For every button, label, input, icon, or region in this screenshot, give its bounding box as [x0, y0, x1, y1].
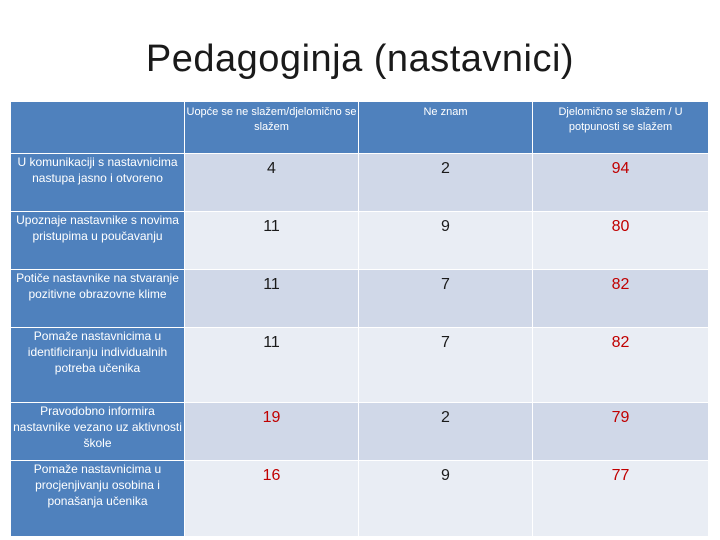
- row-label: Upoznaje nastavnike s novima pristupima u poučavanju: [11, 212, 185, 270]
- value-disagree: 19: [185, 403, 359, 461]
- value-dont-know: 9: [359, 461, 533, 537]
- row-label: U komunikaciji s nastavnicima nastupa jasno i otvoreno: [11, 154, 185, 212]
- table-row: [11, 403, 709, 461]
- column-header-agree: Djelomično se slažem / U potpunosti se slažem: [533, 102, 709, 154]
- row-label: Potiče nastavnike na stvaranje pozitivne obrazovne klime: [11, 270, 185, 328]
- value-disagree: 11: [185, 270, 359, 328]
- row-label: Pravodobno informira nastavnike vezano uz aktivnosti škole: [11, 403, 185, 461]
- value-disagree: 16: [185, 461, 359, 537]
- header-corner: [11, 102, 185, 154]
- value-dont-know: 2: [359, 403, 533, 461]
- value-agree: 82: [533, 328, 709, 403]
- value-dont-know: 7: [359, 270, 533, 328]
- value-agree: 82: [533, 270, 709, 328]
- table-row: [11, 212, 709, 270]
- value-disagree: 11: [185, 328, 359, 403]
- value-agree: 94: [533, 154, 709, 212]
- value-dont-know: 9: [359, 212, 533, 270]
- table-row: [11, 154, 709, 212]
- table-row: [11, 328, 709, 403]
- value-agree: 77: [533, 461, 709, 537]
- value-disagree: 4: [185, 154, 359, 212]
- row-label: Pomaže nastavnicima u procjenjivanju osobina i ponašanja učenika: [11, 461, 185, 537]
- value-dont-know: 2: [359, 154, 533, 212]
- value-agree: 80: [533, 212, 709, 270]
- table-row: [11, 270, 709, 328]
- column-header-dont-know: Ne znam: [359, 102, 533, 154]
- value-dont-know: 7: [359, 328, 533, 403]
- survey-table: [10, 101, 709, 537]
- value-disagree: 11: [185, 212, 359, 270]
- row-label: Pomaže nastavnicima u identificiranju individualnih potreba učenika: [11, 328, 185, 403]
- column-header-disagree: Uopće se ne slažem/djelomično se slažem: [185, 102, 359, 154]
- table-row: [11, 461, 709, 537]
- header-row: [11, 102, 709, 154]
- slide-title: Pedagoginja (nastavnici): [145, 38, 575, 80]
- value-agree: 79: [533, 403, 709, 461]
